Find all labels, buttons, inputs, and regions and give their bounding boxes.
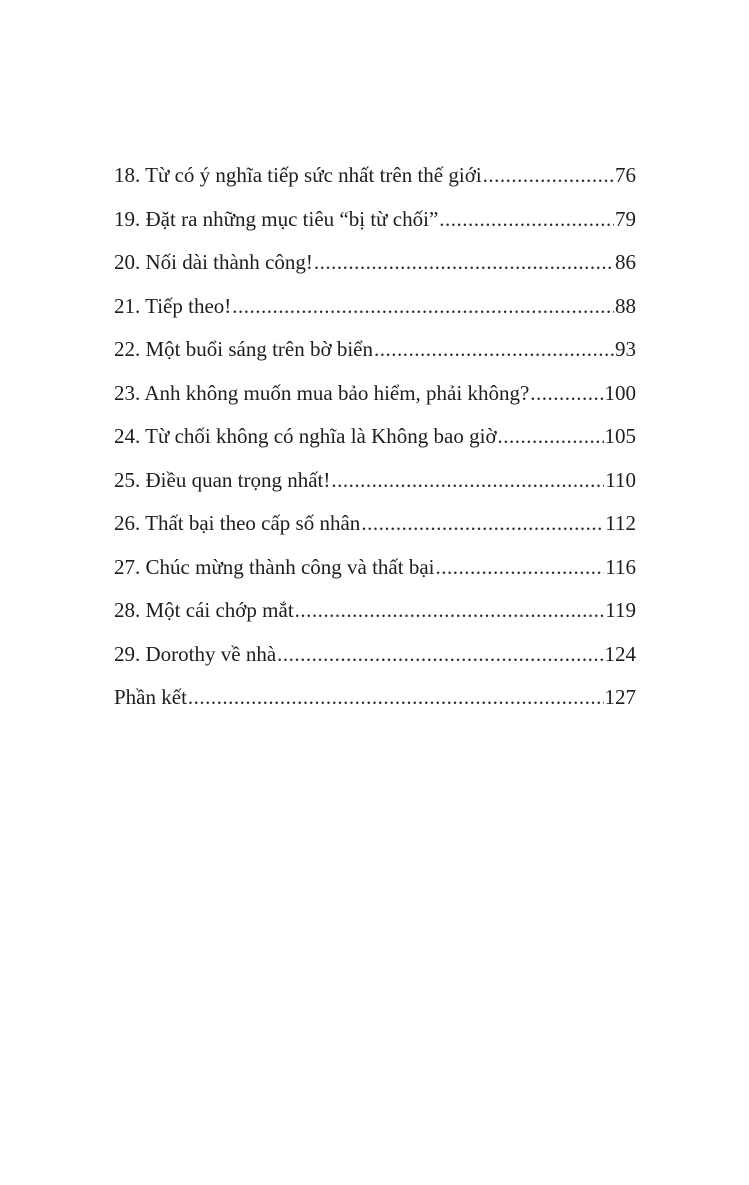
toc-entry-title: 28. Một cái chớp mắt: [114, 598, 294, 622]
toc-dot-leader: [295, 589, 605, 633]
toc-entry-title: 27. Chúc mừng thành công và thất bại: [114, 554, 435, 579]
toc-entry-25[interactable]: [114, 459, 636, 503]
toc-dot-leader: [374, 328, 614, 372]
toc-dot-leader: [277, 633, 603, 677]
toc-entry-page: 124: [604, 641, 636, 666]
toc-entry-title: 21. Tiếp theo!: [114, 293, 232, 318]
toc-dot-leader: [483, 154, 614, 198]
toc-entry-page: 79: [615, 206, 636, 231]
toc-entry-title: 26. Thất bại theo cấp số nhân: [114, 511, 361, 535]
toc-dot-leader: [232, 285, 614, 329]
table-of-contents: [114, 154, 636, 720]
toc-entry-21[interactable]: [114, 285, 636, 329]
toc-dot-leader: [361, 502, 604, 546]
toc-entry-18[interactable]: [114, 154, 636, 198]
toc-entry-page: 110: [605, 467, 636, 492]
toc-dot-leader: [530, 372, 603, 416]
toc-entry-title: 25. Điều quan trọng nhất!: [114, 467, 331, 492]
toc-entry-page: 119: [605, 598, 636, 622]
toc-entry-title: 22. Một buổi sáng trên bờ biển: [114, 337, 373, 361]
toc-entry-23[interactable]: [114, 372, 636, 416]
toc-entry-19[interactable]: [114, 198, 636, 242]
toc-entry-page: 105: [604, 424, 636, 448]
toc-entry-page: 116: [605, 554, 636, 579]
toc-entry-title: 18. Từ có ý nghĩa tiếp sức nhất trên thế giới: [114, 163, 482, 187]
toc-entry-27[interactable]: [114, 546, 636, 590]
toc-entry-page: 93: [615, 337, 636, 361]
toc-entry-page: 112: [605, 511, 636, 535]
toc-entry-title: Phần kết: [114, 685, 187, 709]
toc-entry-page: 100: [604, 380, 636, 405]
toc-entry-26[interactable]: [114, 502, 636, 546]
toc-dot-leader: [439, 198, 614, 242]
toc-entry-page: 86: [615, 250, 636, 274]
toc-dot-leader: [331, 459, 604, 503]
toc-dot-leader: [188, 676, 604, 720]
toc-entry-29[interactable]: [114, 633, 636, 677]
toc-entry-page: 127: [604, 685, 636, 709]
toc-entry-title: 24. Từ chối không có nghĩa là Không bao giờ: [114, 424, 497, 448]
toc-entry-title: 19. Đặt ra những mục tiêu “bị từ chối”: [114, 206, 439, 231]
toc-entry-title: 20. Nối dài thành công!: [114, 250, 313, 274]
toc-entry-24[interactable]: [114, 415, 636, 459]
toc-entry-28[interactable]: [114, 589, 636, 633]
toc-entry-title: 29. Dorothy về nhà: [114, 641, 277, 666]
toc-entry-22[interactable]: [114, 328, 636, 372]
toc-entry-page: 76: [615, 163, 636, 187]
toc-dot-leader: [498, 415, 604, 459]
toc-entry-epilogue[interactable]: [114, 676, 636, 720]
toc-entry-page: 88: [615, 293, 636, 318]
toc-entry-20[interactable]: [114, 241, 636, 285]
toc-dot-leader: [436, 546, 605, 590]
toc-entry-title: 23. Anh không muốn mua bảo hiểm, phải không?: [114, 380, 530, 405]
toc-dot-leader: [314, 241, 614, 285]
